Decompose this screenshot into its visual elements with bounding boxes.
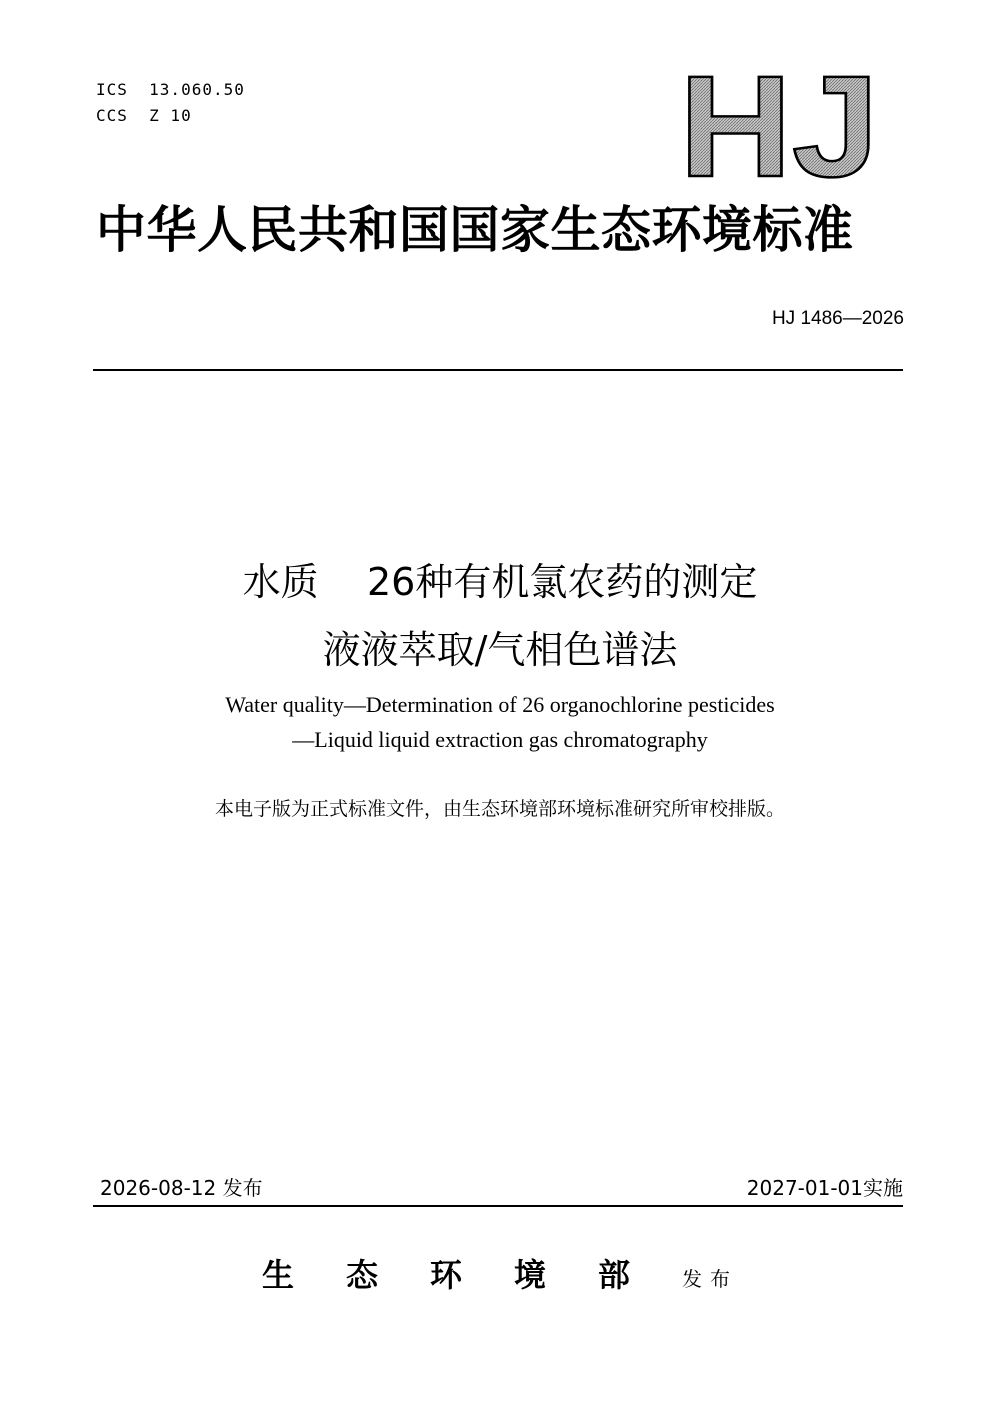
- electronic-edition-note: 本电子版为正式标准文件，由生态环境部环境标准研究所审校排版。: [214, 798, 785, 820]
- ccs-code: CCS Z 10: [96, 106, 192, 125]
- hj-logo-text: HJ: [679, 70, 879, 182]
- ics-code: ICS 13.060.50: [96, 80, 245, 99]
- chinese-title-line-1: 水质 26种有机氯农药的测定: [242, 560, 758, 604]
- top-divider: [93, 369, 903, 371]
- standard-number: HJ 1486—2026: [771, 308, 904, 329]
- issuing-authority-title: 中华人民共和国国家生态环境标准: [96, 200, 854, 259]
- english-title-line-1: Water quality—Determination of 26 organochlorine pesticides: [225, 692, 775, 717]
- bottom-divider: [93, 1205, 903, 1207]
- implementation-date: 2027-01-01实施: [746, 1176, 903, 1200]
- english-title-line-2: —Liquid liquid extraction gas chromatography: [292, 727, 708, 752]
- publisher-line: [0, 1250, 1000, 1296]
- issue-date: 2026-08-12 发布: [100, 1176, 263, 1200]
- hj-logo: [676, 70, 882, 182]
- chinese-title-line-2: 液液萃取/气相色谱法: [322, 628, 678, 672]
- publisher-suffix: 发布: [682, 1267, 738, 1291]
- publisher-name: 生态环境部: [261, 1256, 682, 1294]
